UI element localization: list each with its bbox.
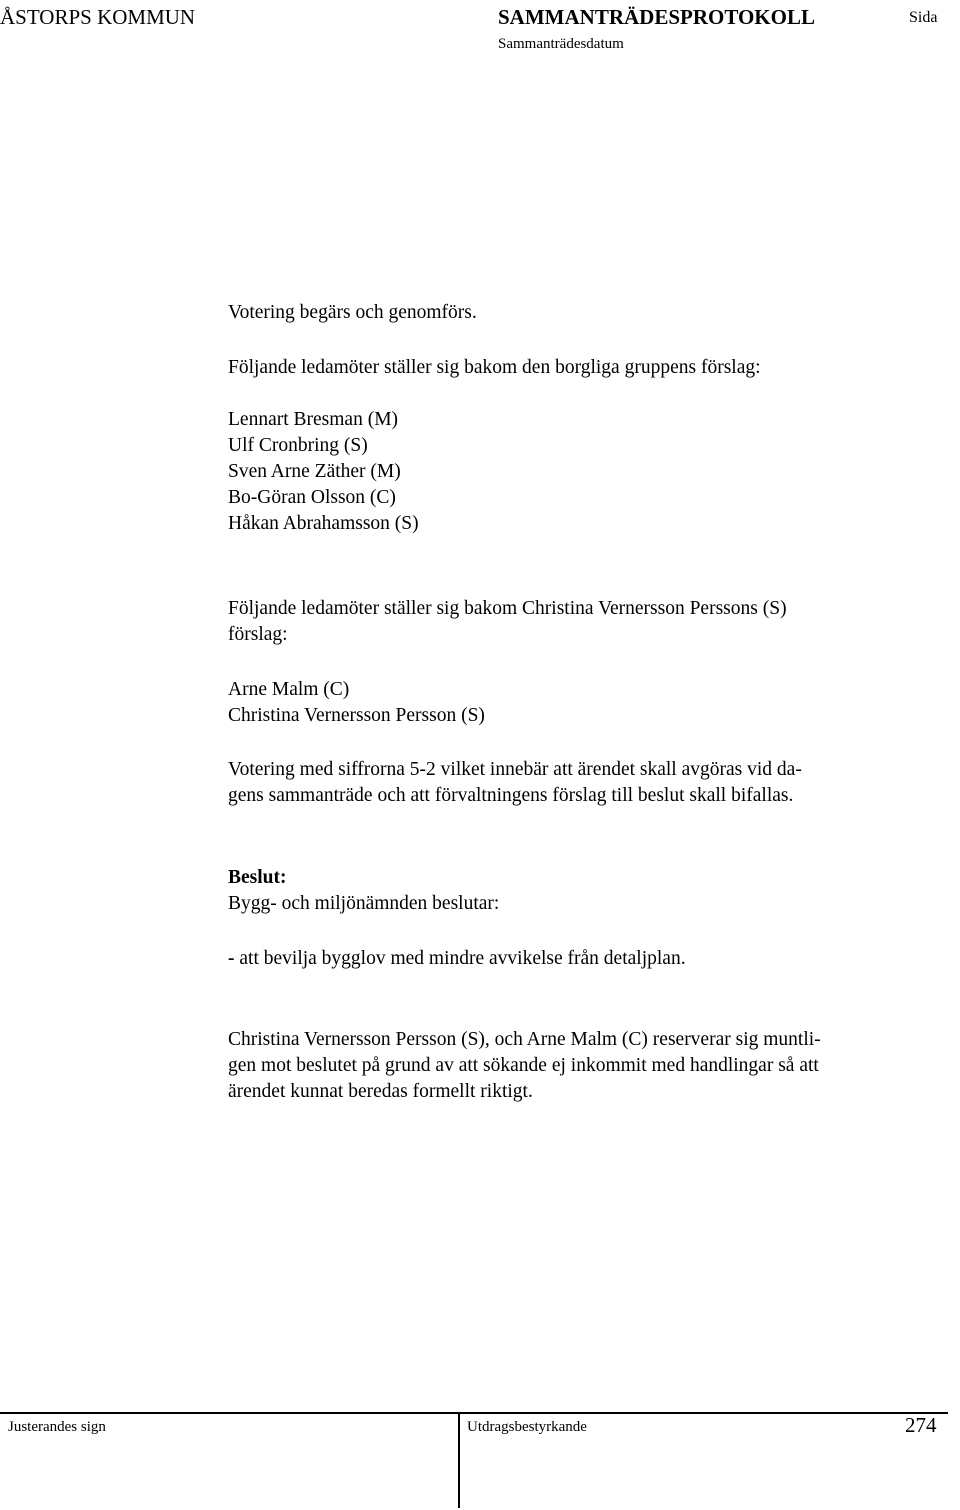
member-name: Bo-Göran Olsson (C) [228, 487, 396, 508]
meeting-date-label: Sammanträdesdatum [498, 36, 624, 52]
decision-item [228, 946, 686, 972]
paragraph-line: Christina Vernersson Persson (S), och Arne Malm (C) reserverar sig muntli- [228, 1029, 821, 1050]
paragraph-line: förslag: [228, 624, 288, 645]
paragraph-line: Votering med siffrorna 5-2 vilket innebär att ärendet skall avgöras vid da- [228, 759, 802, 780]
vote-result [228, 757, 802, 809]
group2-members [228, 677, 485, 729]
member-name: Lennart Bresman (M) [228, 409, 399, 430]
page-label: Sida [909, 9, 938, 26]
vote-requested: Votering begärs och genomförs. [228, 302, 477, 323]
member-name: Arne Malm (C) [228, 679, 350, 700]
paragraph-line: gen mot beslutet på grund av att sökande ej inkommit med handlingar så att [228, 1055, 819, 1076]
footer-divider [458, 1412, 460, 1508]
member-name: Sven Arne Zäther (M) [228, 461, 401, 482]
paragraph-line: gens sammanträde och att förvaltningens förslag till beslut skall bifallas. [228, 785, 794, 806]
extract-certification-label: Utdragsbestyrkande [467, 1419, 587, 1435]
decision-intro: Bygg- och miljönämnden beslutar: [228, 893, 500, 914]
adjusters-sign-label: Justerandes sign [8, 1419, 106, 1435]
member-name: Håkan Abrahamsson (S) [228, 513, 419, 534]
organization-name: ÅSTORPS KOMMUN [0, 5, 196, 29]
reservation-paragraph [228, 1027, 821, 1105]
group1-members [228, 407, 419, 537]
member-name: Ulf Cronbring (S) [228, 435, 368, 456]
footer-top-rule [0, 1412, 948, 1414]
decision-item-text: att bevilja bygglov med mindre avvikelse från detaljplan. [234, 948, 686, 969]
member-name: Christina Vernersson Persson (S) [228, 705, 485, 726]
paragraph-line: Följande ledamöter ställer sig bakom Christina Vernersson Perssons (S) [228, 598, 787, 619]
decision-heading: Beslut: [228, 867, 287, 888]
group2-intro [228, 596, 787, 648]
group1-intro: Följande ledamöter ställer sig bakom den borgliga gruppens förslag: [228, 357, 761, 378]
paragraph-line: ärendet kunnat beredas formellt riktigt. [228, 1081, 533, 1102]
page-number: 274 [905, 1413, 937, 1437]
decision-dash: - [228, 948, 235, 969]
document-title: SAMMANTRÄDESPROTOKOLL [498, 5, 815, 29]
